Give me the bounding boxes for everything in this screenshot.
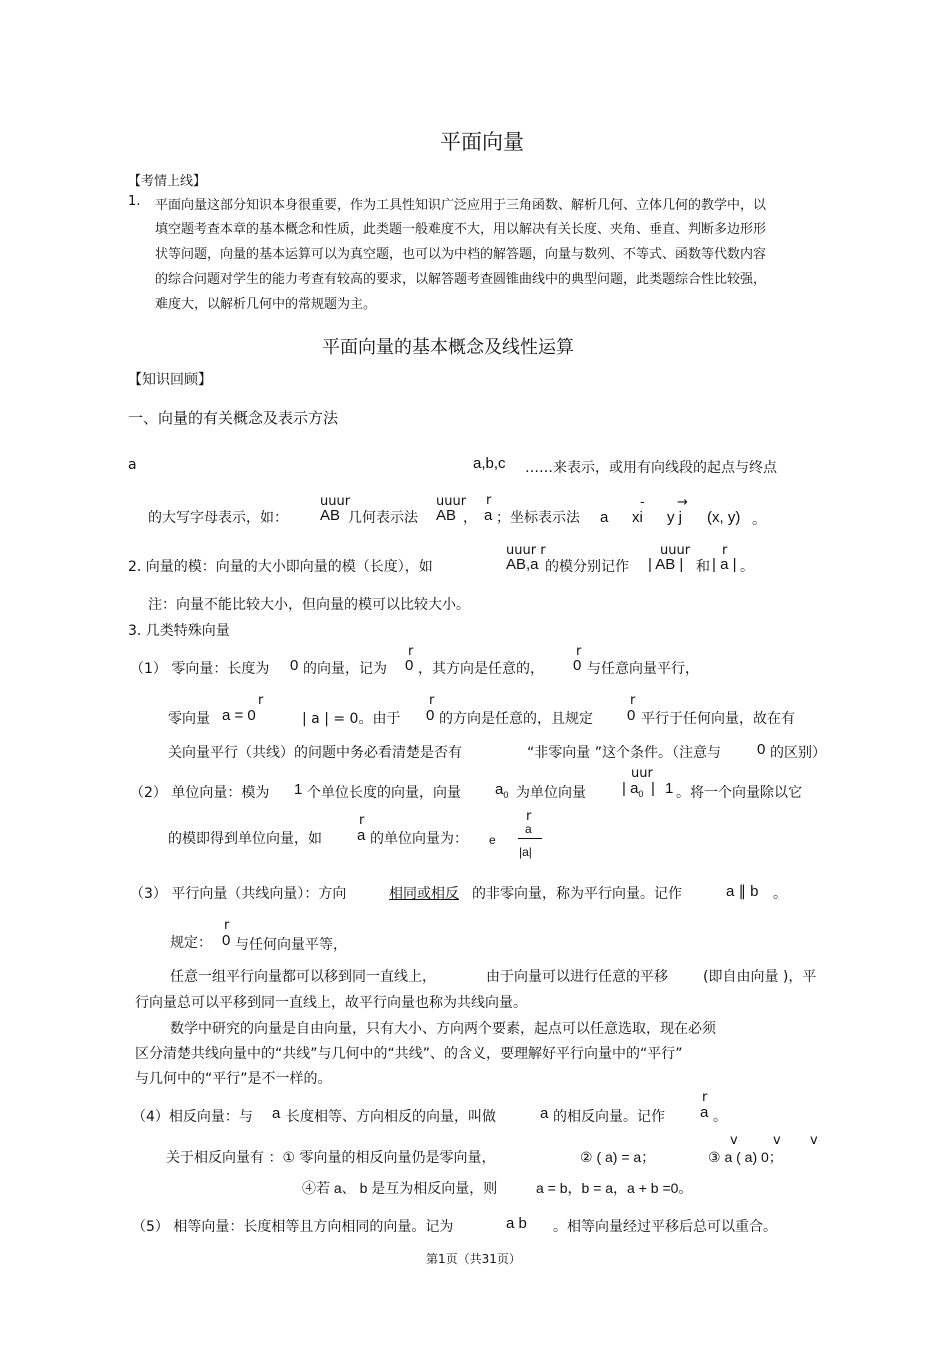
math-expression: 0 <box>627 707 636 724</box>
math-expression: $a_0$ <box>495 781 509 800</box>
math-expression: 0 <box>290 657 299 674</box>
vector-arrow-mark: r <box>486 493 492 508</box>
vector-arrow-mark: r <box>224 918 230 933</box>
item-text: (即自由向量 )，平 <box>703 969 817 985</box>
vector-arrow-mark: r <box>429 693 435 708</box>
heading: 一、向量的有关概念及表示方法 <box>128 409 339 427</box>
item-text: 。 <box>740 559 754 575</box>
item-text: 几何表示法 <box>348 510 418 526</box>
item-text: 。 <box>773 886 787 902</box>
item-text: 长度相等、方向相反的向量，叫做 <box>286 1109 496 1125</box>
vector-arrow-mark: r <box>258 693 264 708</box>
item-text: 和 <box>696 559 710 575</box>
item-text: 的单位向量为： <box>370 831 468 847</box>
item-text: 的相反向量。记作 <box>553 1109 665 1125</box>
item-text: 的大写字母表示，如： <box>148 510 288 526</box>
math-expression: xi <box>632 509 643 526</box>
item-text: （2） 单位向量：模为 <box>130 785 270 801</box>
note: 注：向量不能比较大小，但向量的模可以比较大小。 <box>148 597 470 613</box>
math-expression: a <box>272 1105 281 1122</box>
item-text: 由于向量可以进行任意的平移 <box>486 969 668 985</box>
math-expression: | a | <box>712 556 737 573</box>
math-expression: | <box>651 780 655 797</box>
paragraph-line: 平面向量这部分知识本身很重要，作为工具性知识广泛应用于三角函数、解析几何、立体几何的教学中，以 <box>155 198 767 213</box>
item-text: a <box>128 457 137 473</box>
math-expression: 0 <box>426 707 435 724</box>
math-expression: a <box>600 509 609 526</box>
item-text: 任意一组平行向量都可以移到同一直线上， <box>170 969 436 985</box>
item-text: 平行于任何向量，故在有 <box>641 711 795 727</box>
math-expression: a = 0 <box>222 707 256 724</box>
math-expression: | AB | <box>648 556 684 573</box>
item-text: 。相等向量经过平移后总可以重合。 <box>553 1219 777 1235</box>
item-text: 个单位长度的向量，向量 <box>307 785 461 801</box>
review-label: 【知识回顾】 <box>128 372 212 388</box>
vector-arrow-mark: uuur r <box>506 543 546 558</box>
item-text: 关于相反向量有 ：① 零向量的相反向量仍是零向量， <box>166 1150 496 1166</box>
vector-arrow-mark: uuur <box>660 543 691 558</box>
paragraph-line: 填空题考查本章的基本概念和性质，此类题一般难度不大，用以解决有关长度、夹角、垂直、判断多边形形 <box>155 222 767 237</box>
item-text: 与任何向量平等， <box>235 937 347 953</box>
item-text: 区分清楚共线向量中的“共线”与几何中的“共线”、的含义，要理解好平行向量中的“平行” <box>135 1046 683 1062</box>
item-text: 2. 向量的模：向量的大小即向量的模（长度），如 <box>128 559 433 575</box>
math-expression: (x, y) <box>707 509 741 526</box>
math-expression: ④若 a、 b 是互为相反向量，则 <box>302 1180 498 1196</box>
underlined-term: 相同或相反 <box>389 886 459 902</box>
math-expression: a <box>357 827 366 844</box>
section-title: 平面向量的基本概念及线性运算 <box>322 337 574 358</box>
item-text: 。 <box>713 1109 727 1125</box>
item-text: （3） 平行向量（共线向量）：方向 <box>130 886 347 902</box>
item-text: 的非零向量，称为平行向量。记作 <box>472 886 682 902</box>
item-text: 行向量总可以平移到同一直线上，故平行向量也称为共线向量。 <box>135 995 527 1011</box>
math-expression: a,b,c <box>473 455 506 472</box>
math-expression: AB,a <box>506 556 539 573</box>
item-text: 。 <box>752 512 766 528</box>
item-text: 规定： <box>170 935 212 951</box>
item-text: 。将一个向量除以它 <box>676 785 802 801</box>
math-expression: ③ a ( a) 0； <box>708 1149 783 1165</box>
item-text: 3. 几类特殊向量 <box>128 623 230 639</box>
vector-arrow-mark: - <box>640 495 645 510</box>
vector-arrow-mark: r <box>630 693 636 708</box>
item-text: 数学中研究的向量是自由向量，只有大小、方向两个要素，起点可以任意选取，现在必须 <box>170 1021 716 1037</box>
item-text: （1） 零向量：长度为 <box>130 661 270 677</box>
item-text: 的模分别记作 <box>545 559 629 575</box>
math-expression: a = b，b = a，a + b =0。 <box>536 1180 693 1196</box>
item-text: 的方向是任意的，且规定 <box>439 711 593 727</box>
vector-arrow-mark: r <box>702 1090 708 1105</box>
item-text: | a | = 0。由于 <box>302 711 401 727</box>
vector-arrow-mark: r <box>526 809 532 824</box>
math-expression: a <box>484 507 493 524</box>
vector-arrow-mark: r <box>359 813 365 828</box>
math-expression: 0 <box>757 741 766 758</box>
math-expression: ② ( a) = a； <box>580 1149 656 1165</box>
page-title: 平面向量 <box>440 130 524 154</box>
vector-arrow-mark: r <box>408 644 414 659</box>
vector-arrow-mark: uuur <box>320 494 351 509</box>
paragraph-line: 的综合问题对学生的能力考查有较高的要求，以解答题考查圆锥曲线中的典型问题，此类题综合性比较强， <box>155 272 767 287</box>
math-expression: 0 <box>222 932 231 949</box>
math-expression: AB <box>320 507 341 524</box>
item-number: 1. <box>128 194 141 209</box>
paragraph-line: 状等问题，向量的基本运算可以为真空题，也可以为中档的解答题，向量与数列、不等式、函数等代数内容 <box>155 247 767 262</box>
math-expression: AB <box>436 507 457 524</box>
vector-arrow-mark: uuur <box>436 494 467 509</box>
math-expression: a b <box>506 1215 527 1232</box>
vector-arrow-mark: r <box>722 543 728 558</box>
item-text: 零向量 <box>168 711 210 727</box>
math-expression: a <box>540 1105 549 1122</box>
vector-arrow-mark: → <box>677 495 688 510</box>
vector-arrow-mark: uur <box>631 766 653 781</box>
fraction-denominator: |a| <box>519 845 532 859</box>
item-text: ；坐标表示法 <box>496 510 580 526</box>
item-text: 关向量平行（共线）的问题中务必看清楚是否有 <box>168 745 462 761</box>
fraction-numerator: a <box>525 822 532 836</box>
item-text: 的区别） <box>770 745 826 761</box>
item-text: 与几何中的“平行”是不一样的。 <box>135 1071 332 1087</box>
item-text: （5） 相等向量：长度相等且方向相同的向量。记为 <box>132 1219 454 1235</box>
fraction-bar <box>518 838 542 839</box>
math-expression: y j <box>667 509 682 526</box>
item-text: ，其方向是任意的， <box>418 661 544 677</box>
section-label: 【考情上线】 <box>128 174 207 189</box>
math-expression: e <box>489 833 496 847</box>
page-footer: 第1页（共31页） <box>426 1252 521 1266</box>
paragraph-line: 难度大，以解析几何中的常规题为主。 <box>155 297 377 312</box>
item-text: “非零向量 ”这个条件。（注意与 <box>527 745 721 761</box>
math-expression: 1 <box>665 780 674 797</box>
item-text: ， <box>463 510 477 526</box>
item-text: 为单位向量 <box>516 785 586 801</box>
item-text: ……来表示，或用有向线段的起点与终点 <box>525 460 777 476</box>
math-expression: 0 <box>405 657 414 674</box>
vector-arrow-mark: r <box>576 644 582 659</box>
item-text: （4）相反向量：与 <box>132 1109 253 1125</box>
vector-arrow-mark: v <box>810 1133 818 1148</box>
item-text: 的模即得到单位向量，如 <box>168 831 322 847</box>
vector-arrow-mark: v <box>730 1133 738 1148</box>
item-text: 的向量，记为 <box>303 661 387 677</box>
vector-arrow-mark: v <box>773 1133 781 1148</box>
item-text: 与任意向量平行， <box>587 661 699 677</box>
math-expression: a ∥ b <box>726 883 759 900</box>
math-expression: 0 <box>573 657 582 674</box>
math-expression: a <box>700 1104 709 1121</box>
math-expression: 1 <box>294 781 303 798</box>
math-expression: | $a_0$ <box>622 780 644 799</box>
